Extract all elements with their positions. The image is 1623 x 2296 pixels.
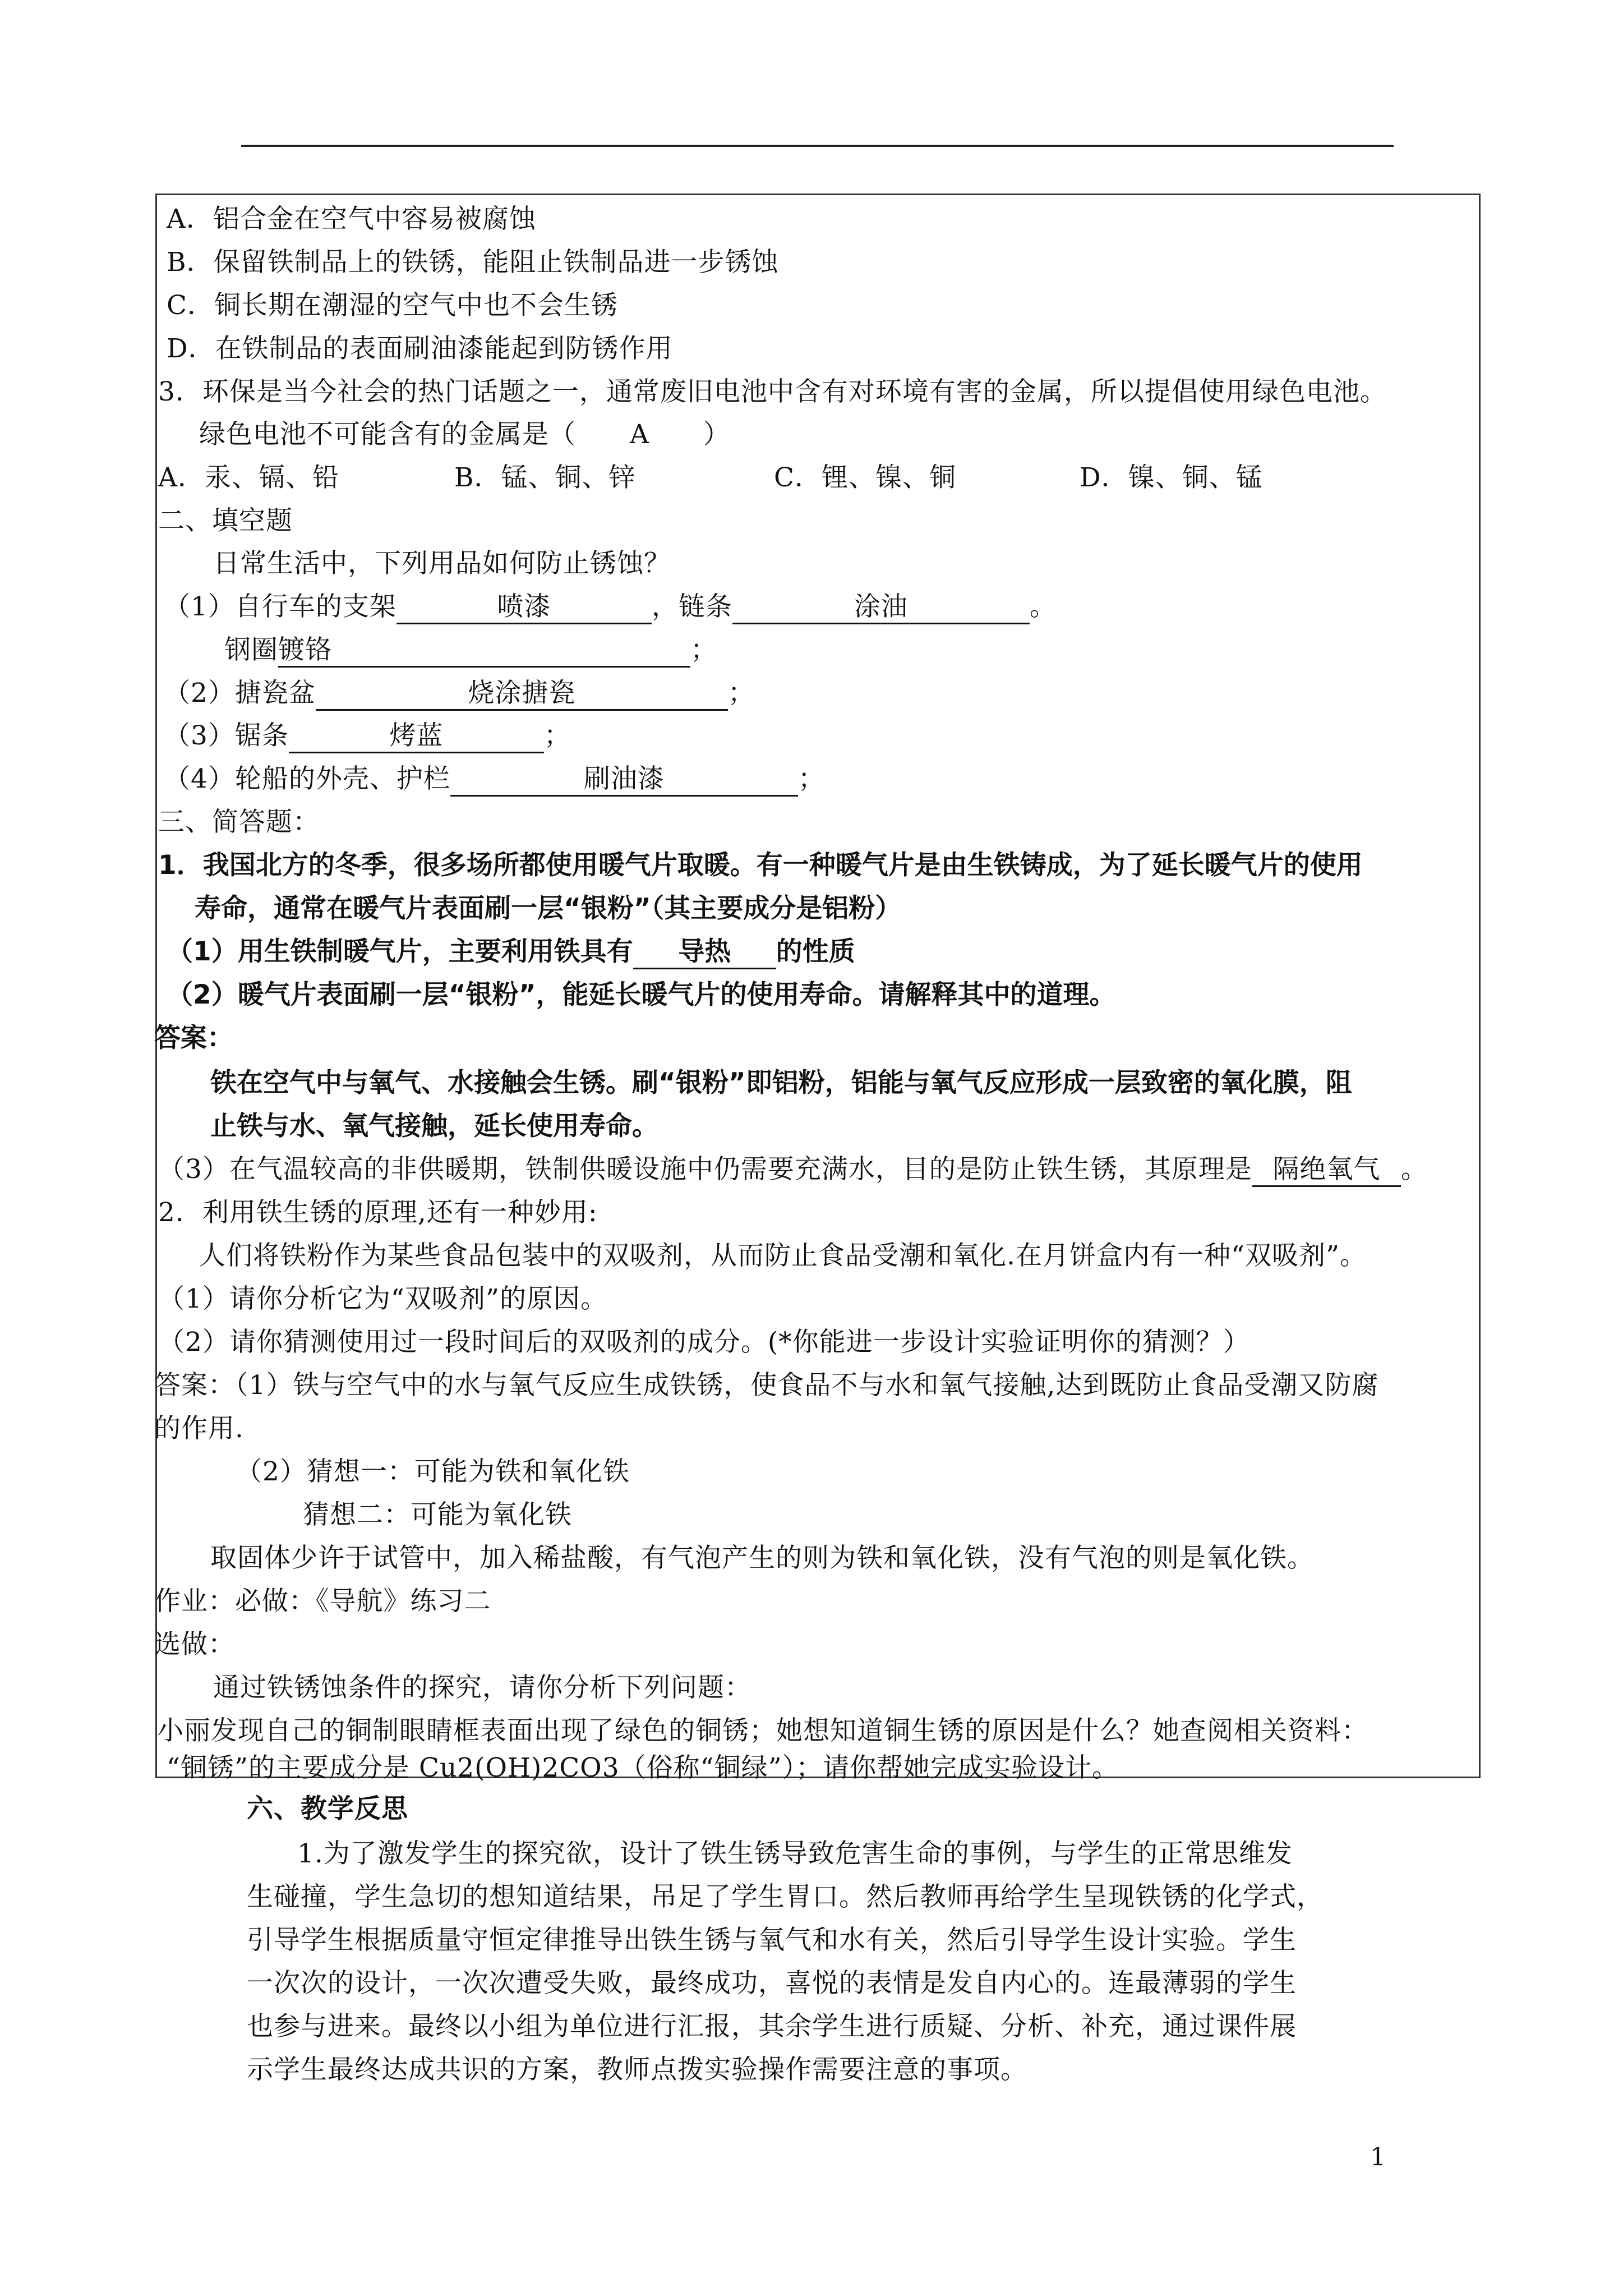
- question-1-part-2: （2）暖气片表面刷一层“银粉”，能延长暖气片的使用寿命。请解释其中的道理。: [167, 979, 1116, 1010]
- fill-item-3: （3）锯条 烤蓝 ；: [164, 719, 571, 753]
- fill-item-4: （4）轮船的外壳、护栏 刷油漆 ；: [164, 762, 825, 797]
- section-reflection-title: 六、教学反思: [247, 1793, 408, 1824]
- blank-answer: 涂油: [732, 591, 1030, 624]
- fill-item-1b: 钢圈镀铬 ；: [224, 633, 717, 668]
- reflection-line: 生碰撞，学生急切的想知道结果，吊足了学生胃口。然后教师再给学生呈现铁锈的化学式，: [247, 1881, 1324, 1912]
- blank-answer: 隔绝氧气: [1252, 1154, 1401, 1187]
- blank-answer: 烧涂搪瓷: [316, 678, 728, 711]
- blank-answer: 镀铬: [278, 634, 690, 668]
- guess-1: （2）猜想一：可能为铁和氧化铁: [236, 1456, 630, 1487]
- optional-question: 小丽发现自己的铜制眼睛框表面出现了绿色的铜锈；她想知道铜生锈的原因是什么？她查阅相关资料：: [157, 1715, 1368, 1746]
- answer-text: 铁在空气中与氧气、水接触会生锈。刷“银粉”即铝粉，铝能与氧气反应形成一层致密的氧化膜，阻: [210, 1068, 1352, 1098]
- answer-2: 答案：（1）铁与空气中的水与氧气反应生成铁锈，使食品不与水和氧气接触,达到既防止食品受潮又防腐: [154, 1370, 1379, 1401]
- reflection-line: 也参与进来。最终以小组为单位进行汇报，其余学生进行质疑、分析、补充，通过课件展: [247, 2011, 1297, 2042]
- section-short-answer: 三、简答题：: [158, 807, 320, 838]
- fill-item-2: （2）搪瓷盆 烧涂搪瓷 ；: [164, 677, 755, 711]
- header-rule: [241, 145, 1394, 147]
- answer-label: 答案：: [154, 1023, 233, 1053]
- reflection-line: 示学生最终达成共识的方案，教师点拨实验操作需要注意的事项。: [247, 2054, 1027, 2085]
- blank-answer: 刷油漆: [450, 763, 798, 797]
- optional-intro: 通过铁锈蚀条件的探究，请你分析下列问题：: [213, 1672, 751, 1703]
- question-2: 2．利用铁生锈的原理,还有一种妙用:: [158, 1197, 598, 1228]
- section-fill-blank: 二、填空题: [158, 505, 293, 536]
- optional-question-cont: “铜锈”的主要成分是 Cu2(OH)2CO3（俗称“铜绿”）；请你帮她完成实验设计。: [167, 1752, 1119, 1783]
- q3-option-d: D．镍、铜、锰: [1080, 462, 1263, 493]
- q3-option-b: B．锰、铜、锌: [454, 462, 636, 493]
- q3-option-a: A．汞、镉、铅: [158, 462, 339, 493]
- blank-answer: 喷漆: [396, 591, 652, 624]
- fill-intro: 日常生活中，下列用品如何防止锈蚀？: [213, 548, 671, 579]
- option-d-text: D．在铁制品的表面刷油漆能起到防锈作用: [167, 333, 673, 364]
- reflection-line: 1.为了激发学生的探究欲，设计了铁生锈导致危害生命的事例，与学生的正常思维发: [297, 1838, 1293, 1869]
- option-b-text: B．保留铁制品上的铁锈，能阻止铁制品进一步锈蚀: [167, 247, 779, 278]
- homework-optional: 选做：: [154, 1629, 235, 1660]
- option-c-text: C．铜长期在潮湿的空气中也不会生锈: [167, 290, 618, 321]
- reflection-line: 一次次的设计，一次次遭受失败，最终成功，喜悦的表情是发自内心的。连最薄弱的学生: [247, 1968, 1297, 1999]
- guess-2: 猜想二：可能为氧化铁: [303, 1499, 572, 1530]
- fill-item-1: （1）自行车的支架 喷漆 ，链条 涂油 。: [164, 590, 1057, 624]
- reflection-line: 引导学生根据质量守恒定律推导出铁生锈与氧气和水有关，然后引导学生设计实验。学生: [247, 1925, 1297, 1955]
- question-2-part-1: （1）请你分析它为“双吸剂”的原因。: [158, 1283, 607, 1314]
- answer-text-cont: 止铁与水、氧气接触，延长使用寿命。: [210, 1111, 658, 1142]
- question-1-part-3: （3）在气温较高的非供暖期，铁制供暖设施中仍需要充满水，目的是防止铁生锈，其原理是 隔绝氧气 。: [158, 1153, 1428, 1187]
- q3-option-c: C．锂、镍、铜: [774, 462, 956, 493]
- answer-2-cont: 的作用.: [154, 1413, 244, 1444]
- blank-answer: 烤蓝: [289, 720, 544, 753]
- question-2-part-2: （2）请你猜测使用过一段时间后的双吸剂的成分。(*你能进一步设计实验证明你的猜测？）: [158, 1327, 1250, 1358]
- experiment-text: 取固体少许于试管中，加入稀盐酸，有气泡产生的则为铁和氧化铁，没有气泡的则是氧化铁。: [210, 1543, 1314, 1573]
- question-3-stem: 绿色电池不可能含有的金属是（ A ）: [199, 419, 730, 450]
- homework-required: 作业：必做：《导航》练习二: [154, 1586, 491, 1617]
- question-1-part-1: （1）用生铁制暖气片，主要利用铁具有 导热 的性质: [167, 935, 855, 969]
- question-1-cont: 寿命，通常在暖气片表面刷一层“银粉”（其主要成分是铝粉）: [195, 893, 902, 924]
- question-3: 3．环保是当今社会的热门话题之一，通常废旧电池中含有对环境有害的金属，所以提倡使用绿色电池。: [158, 376, 1387, 407]
- blank-answer: 导热: [633, 936, 776, 969]
- question-1: 1．我国北方的冬季，很多场所都使用暖气片取暖。有一种暖气片是由生铁铸成，为了延长暖气片的使用: [158, 850, 1363, 881]
- page-number: 1: [1370, 2143, 1386, 2171]
- question-2-stem: 人们将铁粉作为某些食品包装中的双吸剂，从而防止食品受潮和氧化.在月饼盒内有一种“双吸剂”。: [199, 1240, 1367, 1271]
- option-a-text: A．铝合金在空气中容易被腐蚀: [167, 204, 536, 234]
